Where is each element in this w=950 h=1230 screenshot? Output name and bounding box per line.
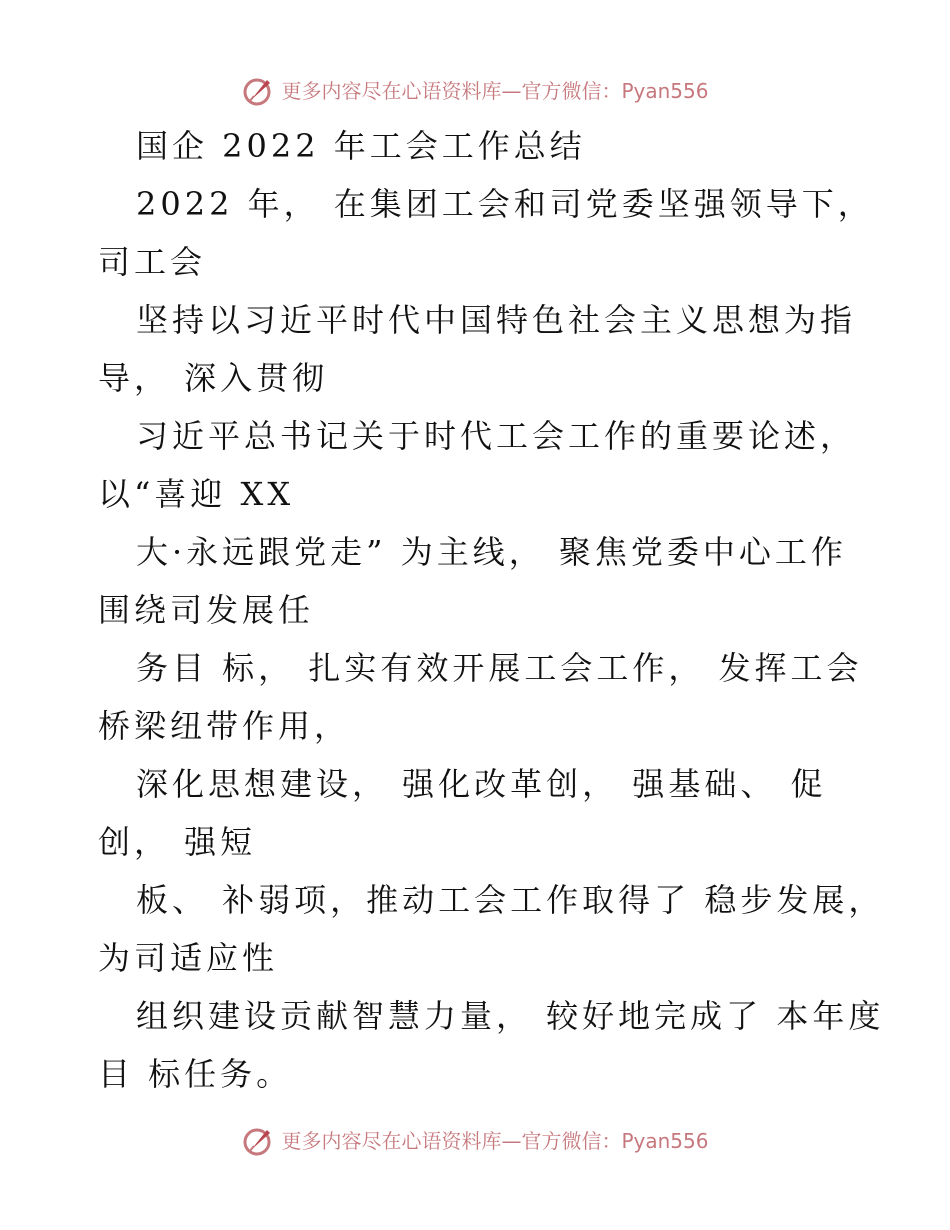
document-line: 以“喜迎 XX	[98, 475, 295, 513]
document-line: 目 标任务。	[98, 1055, 293, 1093]
document-line: 2022 年， 在集团工会和司党委坚强领导下，	[136, 185, 874, 223]
document-line: 务目 标， 扎实有效开展工会工作， 发挥工会	[136, 649, 863, 687]
quill-logo-icon	[241, 74, 275, 108]
document-line: 板、 补弱项，推动工会工作取得了 稳步发展，	[136, 881, 885, 919]
quill-logo-icon	[241, 1124, 275, 1158]
document-line: 导， 深入贯彻	[98, 359, 329, 397]
document-line: 司工会	[98, 243, 207, 281]
document-line: 为司适应性	[98, 939, 279, 977]
watermark-banner-top	[0, 74, 950, 108]
document-line: 国企 2022 年工会工作总结	[136, 127, 586, 165]
watermark-text: 更多内容尽在心语资料库—官方微信：Pyan556	[281, 79, 709, 103]
document-line: 大·永远跟党走” 为主线， 聚焦党委中心工作	[136, 533, 847, 571]
document-line: 创， 强短	[98, 823, 257, 861]
document-line: 组织建设贡献智慧力量， 较好地完成了 本年度	[136, 997, 885, 1035]
document-line: 深化思想建设， 强化改革创， 强基础、 促	[136, 765, 827, 803]
document-line: 习近平总书记关于时代工会工作的重要论述，	[136, 417, 857, 455]
document-line: 围绕司发展任	[98, 591, 315, 629]
document-line: 桥梁纽带作用，	[98, 707, 351, 745]
watermark-banner-bottom	[0, 1124, 950, 1158]
document-line: 坚持以习近平时代中国特色社会主义思想为指	[136, 301, 857, 339]
watermark-text: 更多内容尽在心语资料库—官方微信：Pyan556	[281, 1129, 709, 1153]
